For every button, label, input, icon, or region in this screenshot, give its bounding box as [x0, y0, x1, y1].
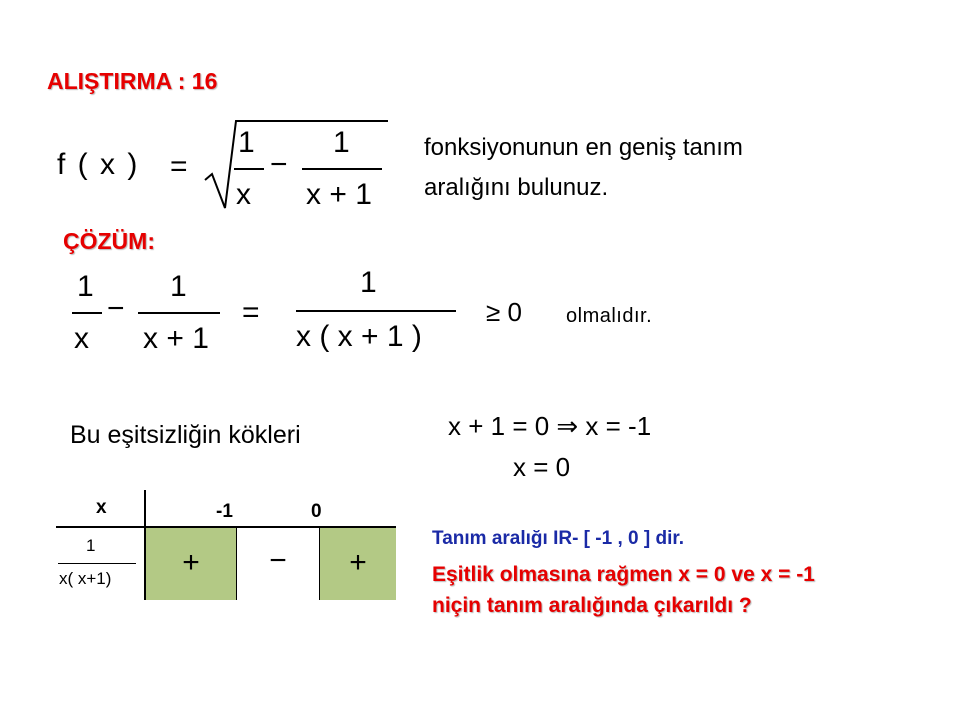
- sign-plus-right: +: [349, 546, 367, 579]
- sign-plus-left: +: [182, 546, 200, 579]
- root-equation-2: x = 0: [513, 452, 571, 482]
- e-frac3-bar: [296, 310, 456, 312]
- question-line2: niçin tanım aralığında çıkarıldı ?: [432, 594, 752, 617]
- root-equation-1: x + 1 = 0 ⇒ x = -1: [448, 411, 652, 441]
- function-equals: =: [170, 150, 188, 183]
- e-frac1-denominator: x: [74, 322, 89, 355]
- f-frac2-bar: [302, 168, 382, 170]
- f-frac1-bar: [234, 168, 264, 170]
- table-frac-bar: [58, 563, 136, 564]
- sign-minus-middle: −: [269, 544, 287, 577]
- table-frac-numerator: 1: [86, 536, 96, 555]
- solution-label: ÇÖZÜM:: [63, 228, 155, 254]
- e-frac1-numerator: 1: [77, 270, 94, 303]
- f-minus: −: [270, 148, 288, 181]
- e-equals: =: [242, 296, 260, 329]
- task-description-line1: fonksiyonunun en geniş tanım: [424, 134, 743, 161]
- domain-result: Tanım aralığı IR- [ -1 , 0 ] dir.: [432, 528, 684, 549]
- e-frac2-numerator: 1: [170, 270, 187, 303]
- roots-label: Bu eşitsizliğin kökleri: [70, 421, 301, 449]
- e-frac1-bar: [72, 312, 102, 314]
- e-frac3-denominator: x ( x + 1 ): [296, 320, 422, 353]
- f-frac2-numerator: 1: [333, 126, 350, 159]
- table-header-minus1: -1: [216, 501, 233, 522]
- must-be-note: olmalıdır.: [566, 305, 653, 327]
- task-description-line2: aralığını bulunuz.: [424, 174, 609, 201]
- e-minus: −: [107, 292, 125, 325]
- f-frac1-numerator: 1: [238, 126, 255, 159]
- e-frac2-denominator: x + 1: [143, 322, 209, 355]
- table-header-x: x: [96, 497, 107, 518]
- question-line1: Eşitlik olmasına rağmen x = 0 ve x = -1: [432, 563, 815, 586]
- f-frac1-denominator: x: [236, 178, 251, 211]
- e-frac3-numerator: 1: [360, 266, 377, 299]
- table-vertical-divider: [144, 490, 146, 600]
- geq-zero: ≥ 0: [486, 297, 522, 327]
- e-frac2-bar: [138, 312, 220, 314]
- f-frac2-denominator: x + 1: [306, 178, 372, 211]
- function-lhs: f ( x ): [57, 148, 140, 181]
- table-horizontal-line: [56, 526, 396, 528]
- table-frac-denominator: x( x+1): [59, 569, 112, 588]
- table-header-zero: 0: [311, 501, 322, 522]
- exercise-title: ALIŞTIRMA : 16: [47, 68, 218, 94]
